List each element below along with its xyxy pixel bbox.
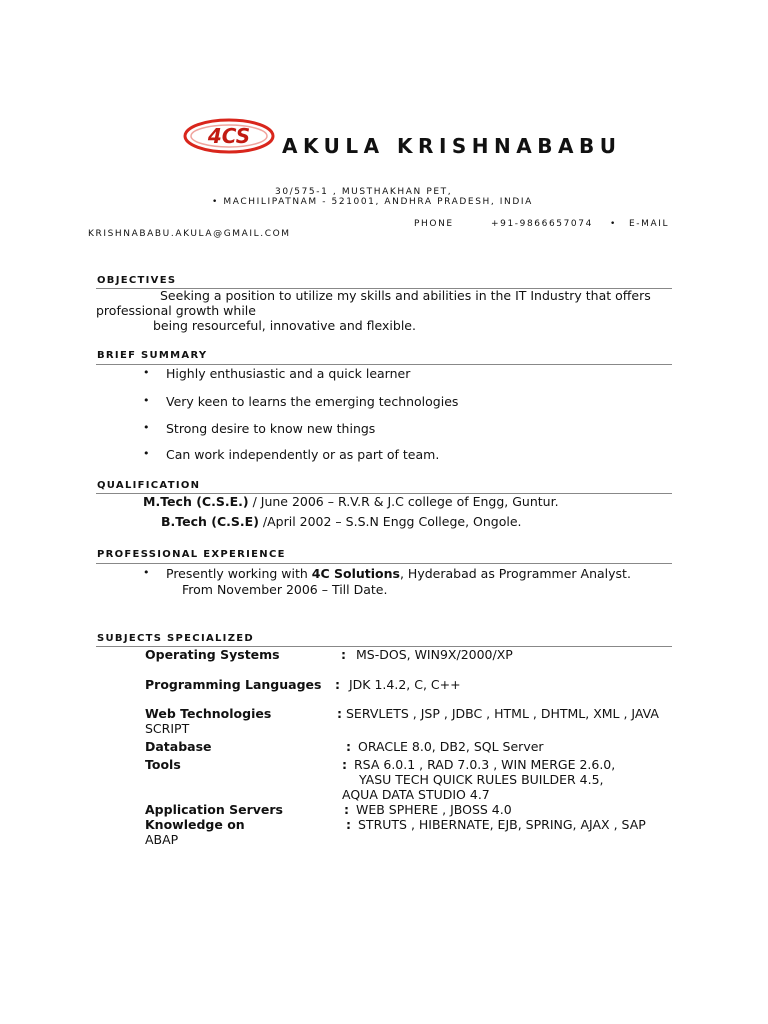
web-technologies-value: SERVLETS , JSP , JDBC , HTML , DHTML, XML , JAVA <box>346 706 659 721</box>
summary-heading: BRIEF SUMMARY <box>97 350 208 361</box>
os-colon: : <box>341 647 346 662</box>
os-label: Operating Systems <box>145 647 280 662</box>
experience-item <box>166 566 631 581</box>
summary-item: Strong desire to know new things <box>166 421 376 436</box>
knowledge-label: Knowledge on <box>145 817 245 832</box>
company-logo <box>183 116 275 156</box>
application-servers-label: Application Servers <box>145 802 283 817</box>
experience-suffix: , Hyderabad as Programmer Analyst. <box>399 566 631 581</box>
programming-languages-value: JDK 1.4.2, C, C++ <box>349 677 461 692</box>
experience-prefix: Presently working with <box>166 566 312 581</box>
tools-value-1: RSA 6.0.1 , RAD 7.0.3 , WIN MERGE 2.6.0, <box>354 757 616 772</box>
section-divider <box>96 364 672 365</box>
btech-detail: /April 2002 – S.S.N Engg College, Ongole. <box>258 514 522 529</box>
btech-qualification <box>161 514 522 529</box>
bullet-icon: • <box>143 366 150 379</box>
section-divider <box>96 563 672 564</box>
web-technologies-colon: : <box>337 706 342 721</box>
knowledge-value: STRUTS , HIBERNATE, EJB, SPRING, AJAX , SAP <box>358 817 646 832</box>
database-value: ORACLE 8.0, DB2, SQL Server <box>358 739 544 754</box>
tools-colon: : <box>342 757 347 772</box>
bullet-icon: • <box>143 421 150 434</box>
summary-item: Can work independently or as part of team. <box>166 447 440 462</box>
bullet-icon: • <box>143 394 150 407</box>
mtech-detail: / June 2006 – R.V.R & J.C college of Engg, Guntur. <box>248 494 559 509</box>
programming-languages-label: Programming Languages <box>145 677 322 692</box>
bullet-icon: • <box>143 447 150 460</box>
contact-separator: • <box>610 219 617 229</box>
objectives-line-1: Seeking a position to utilize my skills and abilities in the IT Industry that offers <box>160 288 651 303</box>
qualification-heading: QUALIFICATION <box>97 480 201 491</box>
web-technologies-label: Web Technologies <box>145 706 272 721</box>
phone-label: PHONE <box>414 219 454 229</box>
objectives-heading: OBJECTIVES <box>97 275 177 286</box>
address-line-1: 30/575-1 , MUSTHAKHAN PET, <box>275 187 453 197</box>
mtech-qualification <box>143 494 559 509</box>
summary-item: Very keen to learns the emerging technologies <box>166 394 459 409</box>
address-line-2: • MACHILIPATNAM - 521001, ANDHRA PRADESH, INDIA <box>212 197 533 207</box>
knowledge-colon: : <box>346 817 351 832</box>
phone-number: +91-9866657074 <box>491 219 593 229</box>
mtech-degree: M.Tech (C.S.E.) <box>143 494 249 509</box>
company-name: 4C Solutions <box>311 566 400 581</box>
application-servers-colon: : <box>344 802 349 817</box>
email-address[interactable]: KRISHNABABU.AKULA@GMAIL.COM <box>88 229 291 239</box>
tools-value-3: AQUA DATA STUDIO 4.7 <box>342 787 490 802</box>
experience-period: From November 2006 – Till Date. <box>182 582 388 597</box>
tools-label: Tools <box>145 757 181 772</box>
bullet-icon: • <box>143 566 150 579</box>
programming-languages-colon: : <box>335 677 340 692</box>
summary-item: Highly enthusiastic and a quick learner <box>166 366 411 381</box>
experience-heading: PROFESSIONAL EXPERIENCE <box>97 549 286 560</box>
knowledge-continuation: ABAP <box>145 832 179 847</box>
os-value: MS-DOS, WIN9X/2000/XP <box>356 647 513 662</box>
btech-degree: B.Tech (C.S.E) <box>161 514 259 529</box>
logo-text: 4CS <box>207 124 251 148</box>
database-label: Database <box>145 739 212 754</box>
email-label: E-MAIL <box>629 219 670 229</box>
application-servers-value: WEB SPHERE , JBOSS 4.0 <box>356 802 512 817</box>
tools-value-2: YASU TECH QUICK RULES BUILDER 4.5, <box>359 772 604 787</box>
web-technologies-continuation: SCRIPT <box>145 721 190 736</box>
database-colon: : <box>346 739 351 754</box>
candidate-name: AKULA KRISHNABABU <box>282 134 622 158</box>
objectives-line-2: professional growth while <box>96 303 256 318</box>
subjects-heading: SUBJECTS SPECIALIZED <box>97 633 254 644</box>
objectives-line-3: being resourceful, innovative and flexible. <box>153 318 416 333</box>
